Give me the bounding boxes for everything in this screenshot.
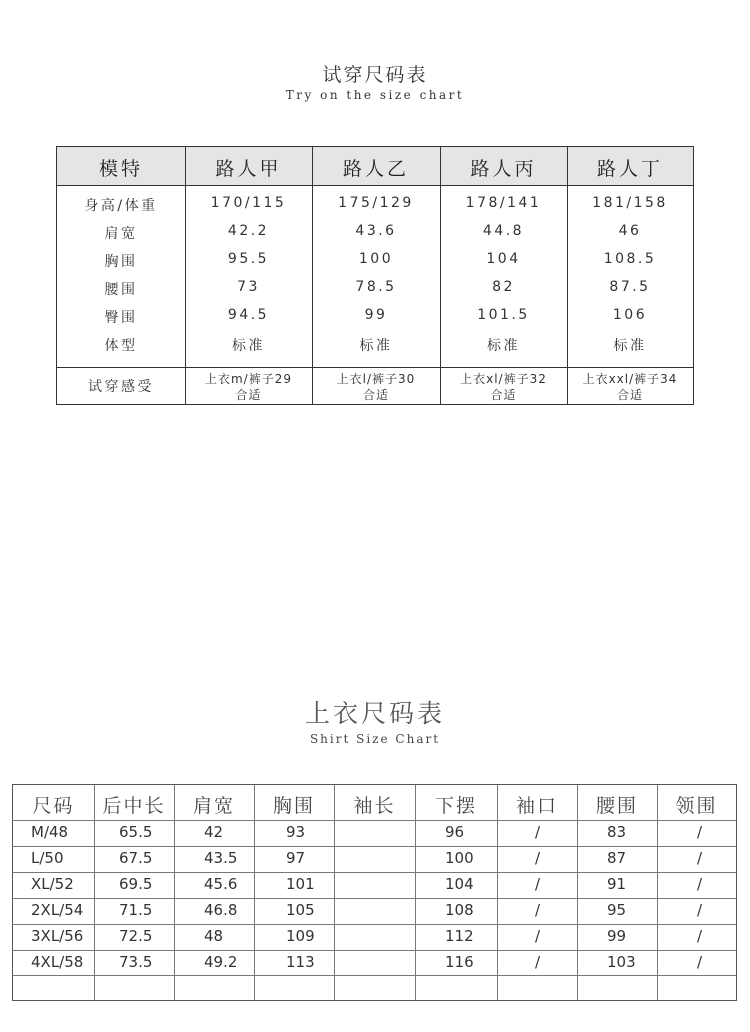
shirt-table-cell: L/50 — [31, 849, 64, 867]
shirt-table-cell: 83 — [607, 823, 627, 841]
shirt-table-cell: 65.5 — [119, 823, 153, 841]
fit-chart-title-zh: 试穿尺码表 — [322, 64, 428, 86]
shirt-table-cell: 4XL/58 — [31, 953, 84, 971]
fit-header-cell: 模特 — [98, 158, 143, 180]
fit-table-cell: 体型 — [104, 338, 138, 354]
shirt-table-cell: 91 — [607, 875, 627, 893]
shirt-table-cell: 87 — [607, 849, 627, 867]
fit-feel-result: 合适 — [235, 388, 262, 402]
shirt-table-cell: 95 — [607, 901, 627, 919]
shirt-table-cell: 104 — [445, 875, 474, 893]
shirt-header-cell: 肩宽 — [192, 795, 235, 817]
fit-size-table — [56, 146, 694, 405]
fit-header-cell: 路人甲 — [215, 158, 282, 180]
shirt-table-cell: 97 — [286, 849, 306, 867]
fit-table-cell: 46 — [618, 223, 642, 239]
shirt-row-divider — [13, 898, 736, 899]
shirt-table-cell: / — [535, 849, 541, 867]
shirt-table-cell: 48 — [204, 927, 224, 945]
fit-table-cell: 标准 — [359, 338, 393, 354]
shirt-table-cell: 113 — [286, 953, 315, 971]
shirt-table-cell: 101 — [286, 875, 315, 893]
fit-table-cell: 肩宽 — [104, 226, 138, 242]
fit-table-cell: 42.2 — [227, 223, 270, 239]
shirt-table-cell: 99 — [607, 927, 627, 945]
shirt-header-cell: 袖口 — [515, 795, 558, 817]
shirt-row-divider — [13, 872, 736, 873]
fit-header-cell: 路人丙 — [470, 158, 537, 180]
shirt-table-cell: 96 — [445, 823, 465, 841]
fit-feel-size: 上衣xl/裤子32 — [460, 372, 547, 386]
fit-table-cell: 94.5 — [227, 307, 270, 323]
fit-col-divider — [440, 147, 441, 404]
fit-table-cell: 108.5 — [603, 251, 657, 267]
fit-feel-size: 上衣m/裤子29 — [204, 372, 292, 386]
shirt-table-cell: 100 — [445, 849, 474, 867]
fit-table-cell: 101.5 — [477, 307, 530, 323]
shirt-table-cell: 116 — [445, 953, 474, 971]
shirt-table-cell: M/48 — [31, 823, 69, 841]
fit-feel-result: 合适 — [616, 388, 643, 402]
shirt-table-cell: / — [535, 875, 541, 893]
shirt-header-cell: 袖长 — [353, 795, 396, 817]
fit-row-divider — [57, 367, 693, 368]
fit-table-cell: 标准 — [232, 338, 265, 354]
fit-table-cell: 99 — [364, 307, 388, 323]
fit-table-cell: 100 — [358, 251, 394, 267]
shirt-table-cell: / — [697, 927, 703, 945]
fit-table-cell: 106 — [612, 307, 648, 323]
fit-table-cell: 臀围 — [104, 310, 138, 326]
fit-table-cell: 104 — [486, 251, 521, 267]
shirt-row-divider — [13, 846, 736, 847]
fit-table-cell: 178/141 — [465, 195, 542, 211]
fit-feel-result: 合适 — [490, 388, 517, 402]
fit-chart-title — [0, 60, 750, 102]
shirt-table-cell: / — [535, 901, 541, 919]
shirt-row-divider — [13, 820, 736, 821]
shirt-row-divider — [13, 924, 736, 925]
fit-header-cell: 路人乙 — [342, 158, 409, 180]
fit-table-cell: 175/129 — [338, 195, 414, 211]
shirt-header-cell: 尺码 — [32, 795, 75, 817]
shirt-table-cell: / — [697, 849, 703, 867]
fit-chart-title-en: Try on the size chart — [285, 88, 465, 102]
shirt-table-cell: 2XL/54 — [31, 901, 84, 919]
fit-table-cell: 胸围 — [104, 254, 138, 270]
shirt-header-cell: 腰围 — [595, 795, 638, 817]
fit-feel-result: 合适 — [362, 388, 389, 402]
fit-table-cell: 标准 — [487, 338, 520, 354]
shirt-header-cell: 胸围 — [272, 795, 315, 817]
shirt-table-cell: 72.5 — [119, 927, 153, 945]
shirt-table-cell: / — [697, 875, 703, 893]
shirt-table-cell: / — [535, 823, 541, 841]
shirt-header-cell: 下摆 — [434, 795, 477, 817]
fit-table-cell: 44.8 — [482, 223, 525, 239]
shirt-header-cell: 后中长 — [102, 795, 166, 817]
shirt-table-cell: 93 — [286, 823, 306, 841]
fit-table-cell: 73 — [237, 279, 260, 295]
shirt-table-cell: 112 — [445, 927, 474, 945]
shirt-chart-title-en: Shirt Size Chart — [309, 732, 441, 746]
shirt-row-divider — [13, 950, 736, 951]
fit-table-cell: 43.6 — [355, 223, 397, 239]
fit-table-cell: 87.5 — [609, 279, 651, 295]
fit-table-cell: 170/115 — [210, 195, 287, 211]
shirt-table-cell: / — [697, 901, 703, 919]
shirt-table-cell: 45.6 — [204, 875, 238, 893]
shirt-table-cell: 49.2 — [204, 953, 238, 971]
shirt-table-cell: 3XL/56 — [31, 927, 84, 945]
shirt-table-cell: 43.5 — [204, 849, 238, 867]
shirt-table-cell: 67.5 — [119, 849, 153, 867]
shirt-row-divider — [13, 975, 736, 976]
shirt-table-cell: 71.5 — [119, 901, 153, 919]
shirt-table-cell: XL/52 — [31, 875, 74, 893]
shirt-table-cell: 73.5 — [119, 953, 153, 971]
shirt-table-cell: / — [535, 927, 541, 945]
shirt-table-cell: 108 — [445, 901, 474, 919]
shirt-table-cell: 105 — [286, 901, 315, 919]
shirt-table-cell: 69.5 — [119, 875, 153, 893]
fit-table-cell: 95.5 — [227, 251, 270, 267]
fit-table-cell: 身高/体重 — [84, 198, 158, 214]
shirt-table-cell: 109 — [286, 927, 315, 945]
fit-table-cell: 腰围 — [104, 282, 138, 298]
fit-table-cell: 标准 — [613, 338, 647, 354]
shirt-size-table — [12, 784, 737, 1001]
fit-feel-size: 上衣xxl/裤子34 — [582, 372, 678, 386]
shirt-header-cell: 领围 — [675, 795, 718, 817]
shirt-chart-title-zh: 上衣尺码表 — [304, 699, 445, 728]
shirt-table-cell: 46.8 — [204, 901, 238, 919]
shirt-chart-title — [0, 694, 750, 746]
fit-feel-label: 试穿感受 — [88, 379, 154, 395]
fit-col-divider — [567, 147, 568, 404]
shirt-table-cell: 103 — [607, 953, 636, 971]
shirt-table-cell: / — [697, 823, 703, 841]
fit-table-cell: 181/158 — [592, 195, 668, 211]
fit-col-divider — [185, 147, 186, 404]
fit-feel-size: 上衣l/裤子30 — [336, 372, 416, 386]
fit-table-cell: 82 — [492, 279, 515, 295]
shirt-table-cell: / — [535, 953, 541, 971]
fit-col-divider — [312, 147, 313, 404]
shirt-table-cell: / — [697, 953, 703, 971]
shirt-table-cell: 42 — [204, 823, 224, 841]
fit-header-cell: 路人丁 — [596, 158, 663, 180]
fit-table-cell: 78.5 — [355, 279, 397, 295]
